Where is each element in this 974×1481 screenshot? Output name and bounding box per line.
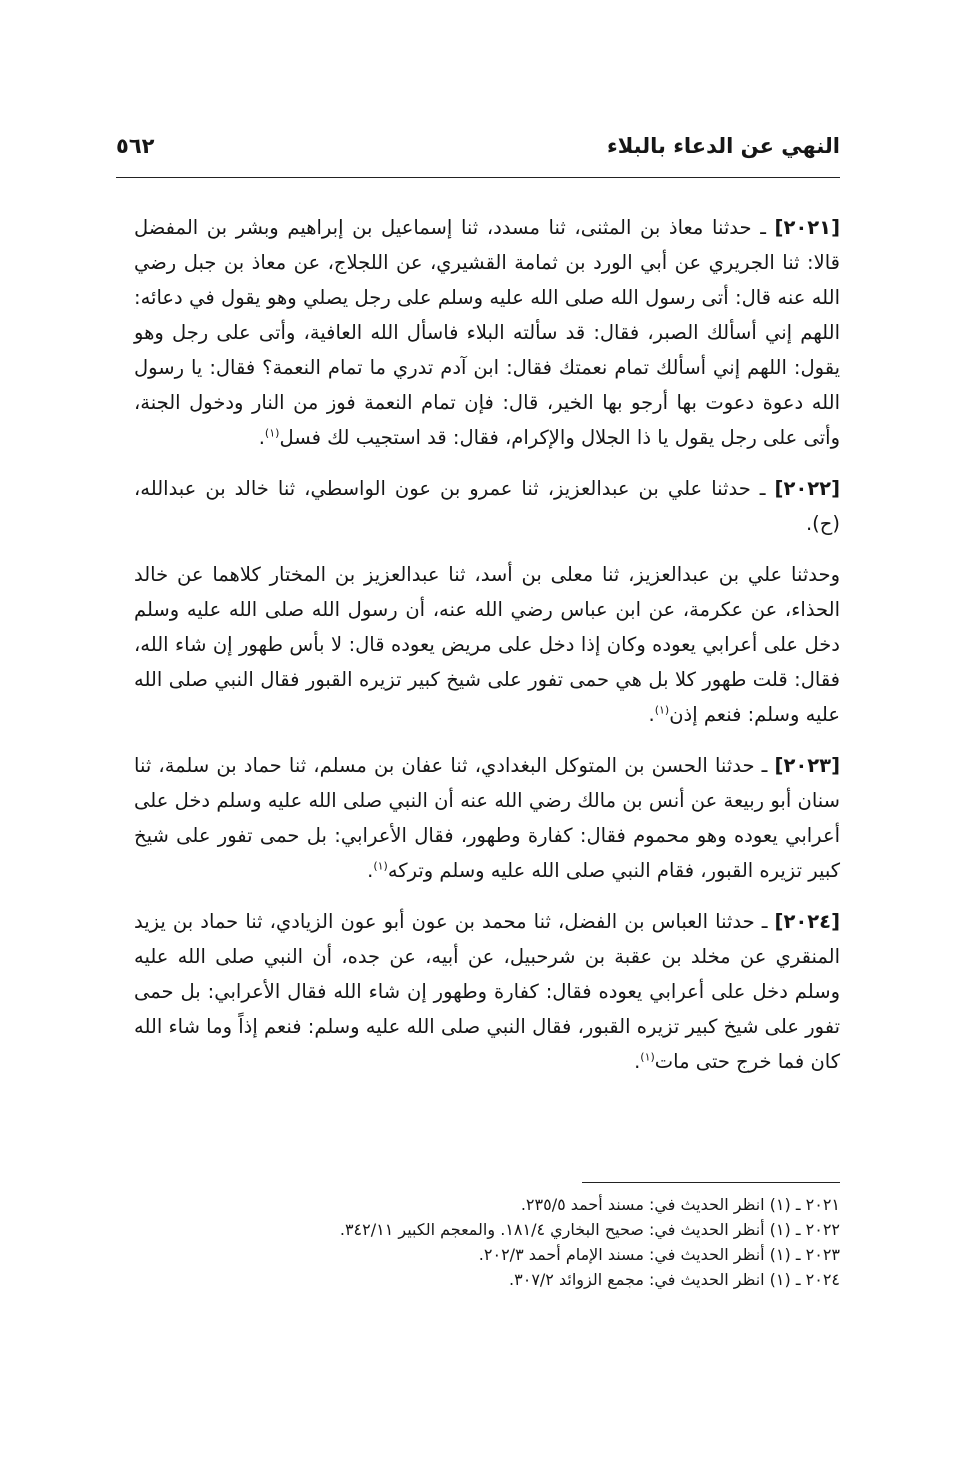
hadith-text: ـ حدثنا علي بن عبدالعزيز، ثنا عمرو بن عون الواسطي، ثنا خالد بن عبدالله، (ح). [134,477,840,535]
hadith-end: . [258,426,265,449]
hadith-text: ـ حدثنا العباس بن الفضل، ثنا محمد بن عون أبو عون الزيادي، ثنا حماد بن يزيد المنقري عن مخلد بن عقبة بن شرحبيل، عن أبيه، عن جده، أن النبي صلى الله عليه وسلم دخل على أعرابي يعوده فقال: كفارة وطهور إن شاء الله فقال الأعرابي: بل حمى تفور على شيخ كبير تزيره القبور، فقال النبي صلى الله عليه وسلم: فنعم إذاً وما شاء الله كان فما خرج حتى مات [134,910,840,1073]
hadith-end: . [367,859,374,882]
running-header [116,126,840,176]
hadith-2024 [134,904,840,1079]
hadith-text: وحدثنا علي بن عبدالعزيز، ثنا معلى بن أسد، ثنا عبدالعزيز بن المختار كلاهما عن خالد الحذاء، عن عكرمة، عن ابن عباس رضي الله عنه، أن رسول الله صلى الله عليه وسلم دخل على أعرابي يعوده وكان إذا دخل على مريض يعوده قال: لا بأس طهور إن شاء الله، فقال: قلت طهور كلا بل هي حمى تفور على شيخ كبير تزيره القبور فقال النبي صلى الله عليه وسلم: فنعم إذن [134,563,840,726]
hadith-number: [٢٠٢٢] [774,477,840,500]
footnote-2023: ٢٠٢٣ ـ (١) أنظر الحديث في: مسند الإمام أحمد ٢٠٢/٣. [478,1245,840,1264]
footnote-2024: ٢٠٢٤ ـ (١) انظر الحديث في: مجمع الزوائد ٣٠٧/٢. [509,1270,840,1289]
hadith-text: ـ حدثنا معاذ بن المثنى، ثنا مسدد، ثنا إسماعيل بن إبراهيم وبشر بن المفضل قالا: ثنا الجريري عن أبي الورد بن ثمامة القشيري، عن اللجلاج، عن معاذ بن جبل رضي الله عنه قال: أتى رسول الله صلى الله عليه وسلم على رجل يصلي وهو يقول في دعائه: اللهم إني أسألك الصبر، فقال: قد سألته البلاء فاسأل الله العافية، وأتى على رجل وهو يقول: اللهم إني أسألك تمام نعمتك فقال: ابن آدم تدري ما تمام النعمة؟ فقال: يا رسول الله دعوة دعوت بها أرجو بها الخير، قال: فإن تمام النعمة فوز من النار ودخول الجنة، وأتى على رجل يقول يا ذا الجلال والإكرام، فقال: قد استجيب لك فسل [134,216,840,449]
header-divider [116,177,840,178]
page-number: ٥٦٢ [116,134,155,158]
hadith-2021 [134,210,840,455]
hadith-text: ـ حدثنا الحسن بن المتوكل البغدادي، ثنا عفان بن مسلم، ثنا حماد بن سلمة، ثنا سنان أبو ربيعة عن أنس بن مالك رضي الله عنه أن النبي صلى الله عليه وسلم دخل على أعرابي يعوده وهو محموم فقال: كفارة وطهور، فقال الأعرابي: بل حمى تفور على شيخ كبير تزيره القبور، فقام النبي صلى الله عليه وسلم وتركه [134,754,840,882]
main-text [134,210,840,1095]
footnote-divider [582,1182,840,1183]
footnote-marker: (١) [640,1050,655,1064]
hadith-end: . [648,703,655,726]
footnote-marker: (١) [654,703,670,717]
hadith-2022 [134,471,840,541]
footnote-marker: (١) [373,859,388,873]
footnotes [134,1192,840,1292]
footnote-2021: ٢٠٢١ ـ (١) انظر الحديث في: مسند أحمد ٢٣٥/٥. [520,1195,840,1214]
footnote-2022: ٢٠٢٢ ـ (١) أنظر الحديث في: صحيح البخاري ١٨١/٤. والمعجم الكبير ٣٤٢/١١. [339,1220,840,1239]
footnote-marker: (١) [264,426,280,440]
hadith-number: [٢٠٢٣] [774,754,840,777]
hadith-number: [٢٠٢١] [774,216,840,239]
hadith-2023 [134,748,840,888]
chapter-title: النهي عن الدعاء بالبلاء [606,134,840,158]
hadith-2022-second-chain [134,557,840,732]
hadith-number: [٢٠٢٤] [774,910,840,933]
hadith-end: . [634,1050,641,1073]
